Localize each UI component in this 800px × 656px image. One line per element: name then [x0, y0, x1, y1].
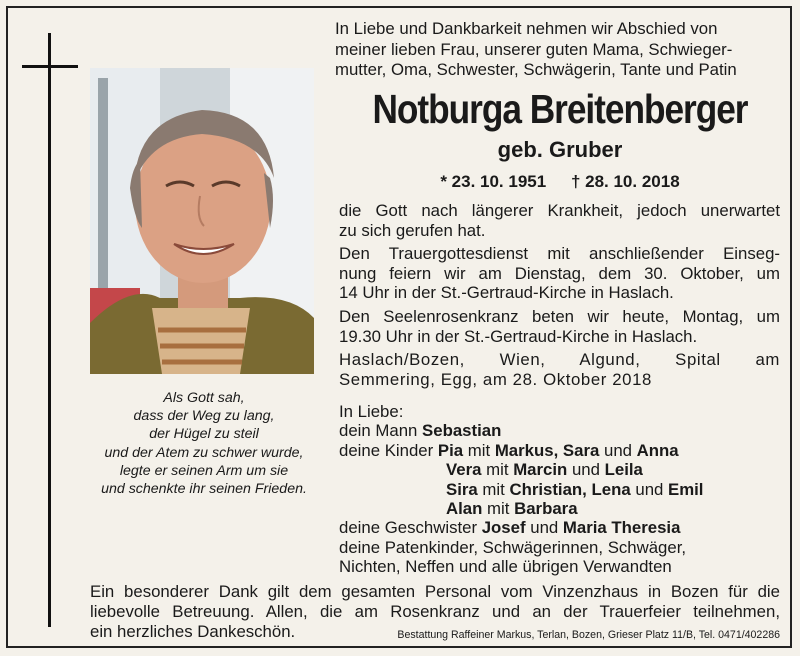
notice-body [339, 201, 780, 393]
poem-line: Als Gott sah, [163, 390, 245, 406]
life-dates [335, 172, 785, 192]
mourner-relatives: Nichten, Neffen und alle übrigen Verwandten [339, 557, 672, 577]
cross-icon-vertical [48, 33, 51, 627]
paragraph-funeral-service: Den Trauergottesdienst mit anschließender Einseg- nung feiern wir am Dienstag, dem 30. Oktober, um 14 Uhr in der St.-Gertraud-Kirche in Haslach. [339, 244, 780, 303]
mourners-heading: In Liebe: [339, 402, 404, 421]
maiden-name: geb. Gruber [497, 137, 623, 162]
mourner-godchildren: deine Patenkinder, Schwägerinnen, Schwäger, [339, 537, 687, 557]
thanks-line: Ein besonderer Dank gilt dem gesamten Personal vom Vinzenzhaus in Bozen für die [90, 582, 780, 601]
portrait-photo [90, 68, 314, 374]
mourner-child: Sira mit Christian, Lena und Emil [446, 479, 704, 499]
memorial-poem [82, 389, 326, 498]
cross-icon-horizontal [22, 65, 78, 68]
paragraph-places-date: Haslach/Bozen, Wien, Algund, Spital am Semmering, Egg, am 28. Oktober 2018 [339, 350, 780, 389]
intro-text [335, 19, 780, 81]
thanks-line: ein herzliches Dankeschön. [90, 622, 296, 642]
mourner-child: Vera mit Marcin und Leila [446, 460, 643, 480]
intro-line: mutter, Oma, Schwester, Schwägerin, Tante und Patin [335, 60, 737, 80]
mourner-child: Alan mit Barbara [446, 499, 578, 519]
death-date: † 28. 10. 2018 [570, 172, 680, 191]
poem-line: und schenkte ihr seinen Frieden. [101, 481, 307, 498]
poem-line: dass der Weg zu lang, [133, 408, 275, 425]
poem-line: und der Atem zu schwer wurde, [104, 444, 304, 461]
funeral-home-imprint: Bestattung Raffeiner Markus, Terlan, Bozen, Grieser Platz 11/B, Tel. 0471/402286 [397, 629, 780, 641]
intro-line: meiner lieben Frau, unserer guten Mama, Schwieger- [335, 39, 733, 59]
mourner-siblings: deine Geschwister Josef und Maria Theresia [339, 518, 681, 538]
mourners-list [339, 402, 784, 577]
paragraph-called-home: die Gott nach längerer Krankheit, jedoch unerwartet zu sich gerufen hat. [339, 201, 780, 240]
poem-line: legte er seinen Arm um sie [119, 462, 289, 479]
intro-line: In Liebe und Dankbarkeit nehmen wir Abschied von [335, 19, 718, 38]
thanks-line: liebevolle Betreuung. Allen, die am Rosenkranz und an der Trauerfeier teilnehmen, [90, 602, 780, 622]
mourner-children: deine Kinder Pia mit Markus, Sara und Anna [339, 440, 679, 460]
poem-line: der Hügel zu steil [149, 426, 259, 443]
mourner-husband: dein Mann Sebastian [339, 421, 502, 441]
birth-date: * 23. 10. 1951 [440, 172, 547, 191]
deceased-name: Notburga Breitenberger [372, 86, 748, 132]
paragraph-rosary: Den Seelenrosenkranz beten wir heute, Montag, um 19.30 Uhr in der St.-Gertraud-Kirche in Haslach. [339, 306, 780, 346]
